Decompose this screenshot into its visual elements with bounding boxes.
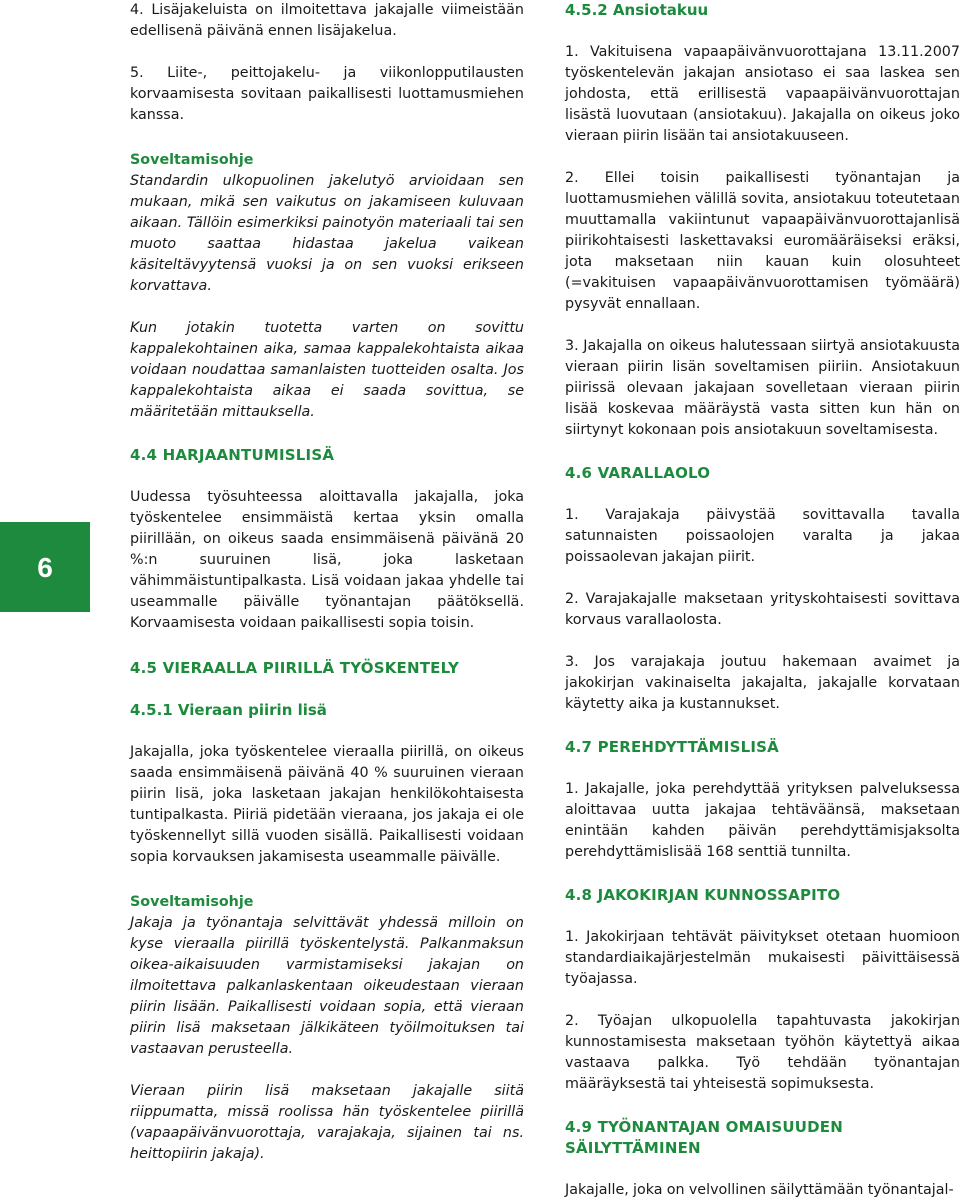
section-4-9-text: Jakajalle, joka on velvollinen säilyttämään työnantajal-: [565, 1182, 954, 1198]
application-note-text: Jakaja ja työnantaja selvittävät yhdessä milloin on kyse vieraalla piirillä työskentelystä. Palkanmaksun oikea-aikaisuuden varmistamiseksi jakajan on ilmoitettava palkanlaskentaan oikeudestaan vieraan piirin lisään. Paikallisesti voidaan sopia, että vieraan piirin lisä maksetaan jälkikäteen työilmoituksen tai vastaavan perusteella.: [130, 915, 524, 1057]
list-item-1: 1. Vakituisena vapaapäivänvuorottajana 13.11.2007 työskentelevän jakajan ansiotaso ei saa laskea sen johdosta, että erillisestä vapaapäivänvuorottajan lisästä luovutaan (ansiotakuu). Jakajalla on oikeus joko vieraan piirin lisään tai ansiotakuuseen.: [565, 44, 960, 144]
list-item-1: 1. Varajakaja päivystää sovittavalla tavalla satunnaisten poissaolojen varalta ja jakaa poissaolevan jakajan piirit.: [565, 507, 960, 565]
list-item-1: 1. Jakokirjaan tehtävät päivitykset otetaan huomioon standardiaikajärjestelmän mukaisesti päivittäisessä työajassa.: [565, 929, 960, 987]
section-4-5-1-text: Jakajalla, joka työskentelee vieraalla piirillä, on oikeus saada ensimmäisenä päivänä 40 % suuruinen vieraan piirin lisä, joka lasketaan jakajan henkilökohtaisesta tuntipalkasta. Piiriä pidetään vieraana, jos jakaja ei ole työskennellyt sillä vuoden sisällä. Paikallisesti voidaan sopia korvauksen jakamisesta useammalle päivälle.: [130, 744, 524, 865]
list-item-4: 4. Lisäjakeluista on ilmoitettava jakajalle viimeistään edellisenä päivänä ennen lisäjakelua.: [130, 2, 524, 39]
application-note-text: Standardin ulkopuolinen jakelutyö arvioidaan sen mukaan, mikä sen vaikutus on jakamiseen kuluvaan aikaan. Tällöin esimerkiksi painotyön materiaali tai sen muoto saattaa hidastaa jakelua vaikean käsiteltävyytensä vuoksi ja on sen vuoksi erikseen korvattava.: [130, 173, 524, 294]
section-heading-4-5-2: 4.5.2 Ansiotakuu: [565, 1, 709, 19]
list-item-3: 3. Jos varajakaja joutuu hakemaan avaimet ja jakokirjan vakinaiselta jakajalta, jakajalle korvataan käytetty aika ja kustannukset.: [565, 654, 960, 712]
list-item-1: 1. Jakajalle, joka perehdyttää yrityksen palveluksessa aloittavaa uutta jakajaa tehtäväänsä, maksetaan enintään kahden päivän perehdyttämisjaksolta perehdyttämislisää 168 senttiä tunnilta.: [565, 781, 960, 860]
left-column: [130, 0, 524, 1186]
application-note-text-2: Kun jotakin tuotetta varten on sovittu kappalekohtainen aika, samaa kappalekohtaista aikaa voidaan noudattaa samanlaisten tuotteiden osalta. Jos kappalekohtaista aikaa ei saada sovittua, se määritetään mittauksella.: [130, 320, 524, 420]
section-heading-4-8: 4.8 JAKOKIRJAN KUNNOSSAPITO: [565, 886, 841, 904]
application-note-heading: Soveltamisohje: [130, 152, 254, 168]
list-item-2: 2. Varajakajalle maksetaan yrityskohtaisesti sovittava korvaus varallaolosta.: [565, 591, 960, 628]
right-column: [565, 0, 960, 1201]
section-heading-4-4: 4.4 HARJAANTUMISLISÄ: [130, 446, 335, 464]
section-heading-4-9: 4.9 TYÖNANTAJAN OMAISUUDEN SÄILYTTÄMINEN: [565, 1118, 843, 1157]
list-item-3: 3. Jakajalla on oikeus halutessaan siirtyä ansiotakuusta vieraan piirin lisän soveltamisen piiriin. Ansiotakuun piirissä olevaan jakajaan sovelletaan vieraan piirin lisää koskevaa määräystä vasta sitten kun hän on siirtynyt kokonaan pois ansiotakuun soveltamisesta.: [565, 338, 960, 438]
section-4-4-text: Uudessa työsuhteessa aloittavalla jakajalla, joka työskentelee ensimmäistä kertaa yksin omalla piirillään, on oikeus saada ensimmäisenä päivänä 20 %:n suuruinen lisä, joka lasketaan vähimmäistuntipalkasta. Lisä voidaan jakaa yhdelle tai useammalle päivälle työnantajan päätöksellä. Korvaamisesta voidaan paikallisesti sopia toisin.: [130, 489, 524, 631]
list-item-2: 2. Ellei toisin paikallisesti työnantajan ja luottamusmiehen välillä sovita, ansiotakuu toteutetaan muuttamalla vakiintunut vapaapäivänvuorottajanlisä piirikohtaisesti laskettavaksi euromääräiseksi eräksi, jota maksetaan niin kauan kuin olosuhteet (=vakituisen vapaapäivänvuorottamisen työmäärä) pysyvät ennallaan.: [565, 170, 960, 312]
application-note-text-2: Vieraan piirin lisä maksetaan jakajalle siitä riippumatta, missä roolissa hän työskentelee piirillä (vapaapäivänvuorottaja, varajakaja, sijainen tai ns. heittopiirin jakaja).: [130, 1083, 524, 1162]
chapter-number: 6: [37, 551, 53, 583]
section-heading-4-7: 4.7 PEREHDYTTÄMISLISÄ: [565, 738, 779, 756]
chapter-tab: [0, 522, 90, 612]
application-note-heading: Soveltamisohje: [130, 894, 254, 910]
section-heading-4-6: 4.6 VARALLAOLO: [565, 464, 711, 482]
section-heading-4-5-1: 4.5.1 Vieraan piirin lisä: [130, 701, 327, 719]
application-note-1: [130, 150, 524, 297]
application-note-2: [130, 892, 524, 1060]
list-item-2: 2. Työajan ulkopuolella tapahtuvasta jakokirjan kunnostamisesta maksetaan työhön käytettyä aikaa vastaava palkka. Työ tehdään työnantajan määräyksestä tai yhteisestä sopimuksesta.: [565, 1013, 960, 1092]
list-item-5: 5. Liite-, peittojakelu- ja viikonlopputilausten korvaamisesta sovitaan paikallisesti luottamusmiehen kanssa.: [130, 65, 524, 123]
section-heading-4-5: 4.5 VIERAALLA PIIRILLÄ TYÖSKENTELY: [130, 659, 460, 677]
